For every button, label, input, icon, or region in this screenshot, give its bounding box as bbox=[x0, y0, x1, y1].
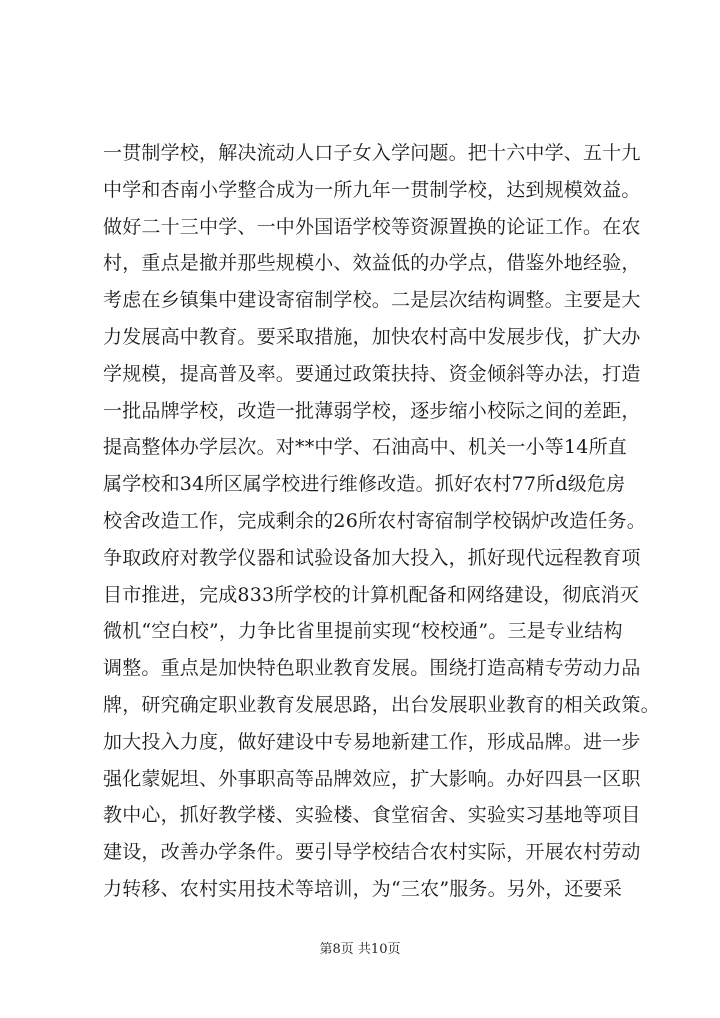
text-line: 微机“空白校”，力争比省里提前实现“校校通”。三是专业结构 bbox=[103, 620, 623, 643]
text-line: 考虑在乡镇集中建设寄宿制学校。二是层次结构调整。主要是大 bbox=[103, 289, 641, 312]
text-line: 调整。重点是加快特色职业教育发展。围绕打造高精专劳动力品 bbox=[103, 657, 641, 680]
text-line: 校舍改造工作，完成剩余的26所农村寄宿制学校锅炉改造任务。 bbox=[103, 509, 646, 532]
text-line: 学规模，提高普及率。要通过政策扶持、资金倾斜等办法，打造 bbox=[103, 362, 641, 385]
text-line: 强化蒙妮坦、外事职高等品牌效应，扩大影响。办好四县一区职 bbox=[103, 767, 641, 790]
text-line: 教中心，抓好教学楼、实验楼、食堂宿舍、实验实习基地等项目 bbox=[103, 804, 641, 827]
text-line: 提高整体办学层次。对**中学、石油高中、机关一小等14所直 bbox=[103, 436, 627, 459]
text-line: 中学和杏南小学整合成为一所九年一贯制学校，达到规模效益。 bbox=[103, 178, 641, 201]
page-number-footer: 第8页 共10页 bbox=[319, 942, 401, 957]
text-line: 力发展高中教育。要采取措施，加快农村高中发展步伐，扩大办 bbox=[103, 325, 641, 348]
text-line: 牌，研究确定职业教育发展思路，出台发展职业教育的相关政策。 bbox=[103, 693, 660, 716]
text-line: 做好二十三中学、一中外国语学校等资源置换的论证工作。在农 bbox=[103, 215, 641, 238]
text-line: 一批品牌学校，改造一批薄弱学校，逐步缩小校际之间的差距， bbox=[103, 399, 641, 422]
text-line: 一贯制学校，解决流动人口子女入学问题。把十六中学、五十九 bbox=[103, 142, 641, 164]
body-text bbox=[103, 135, 660, 908]
text-line: 建设，改善办学条件。要引导学校结合农村实际，开展农村劳动 bbox=[103, 841, 641, 864]
text-line: 目市推进，完成833所学校的计算机配备和网络建设，彻底消灭 bbox=[103, 583, 640, 606]
text-line: 村，重点是撤并那些规模小、效益低的办学点，借鉴外地经验， bbox=[103, 252, 641, 275]
text-line: 争取政府对教学仪器和试验设备加大投入，抓好现代远程教育项 bbox=[103, 546, 641, 569]
text-line: 属学校和34所区属学校进行维修改造。抓好农村77所d级危房 bbox=[103, 473, 626, 496]
text-line: 加大投入力度，做好建设中专易地新建工作，形成品牌。进一步 bbox=[103, 730, 641, 753]
text-line: 力转移、农村实用技术等培训，为“三农”服务。另外，还要采 bbox=[103, 877, 623, 900]
